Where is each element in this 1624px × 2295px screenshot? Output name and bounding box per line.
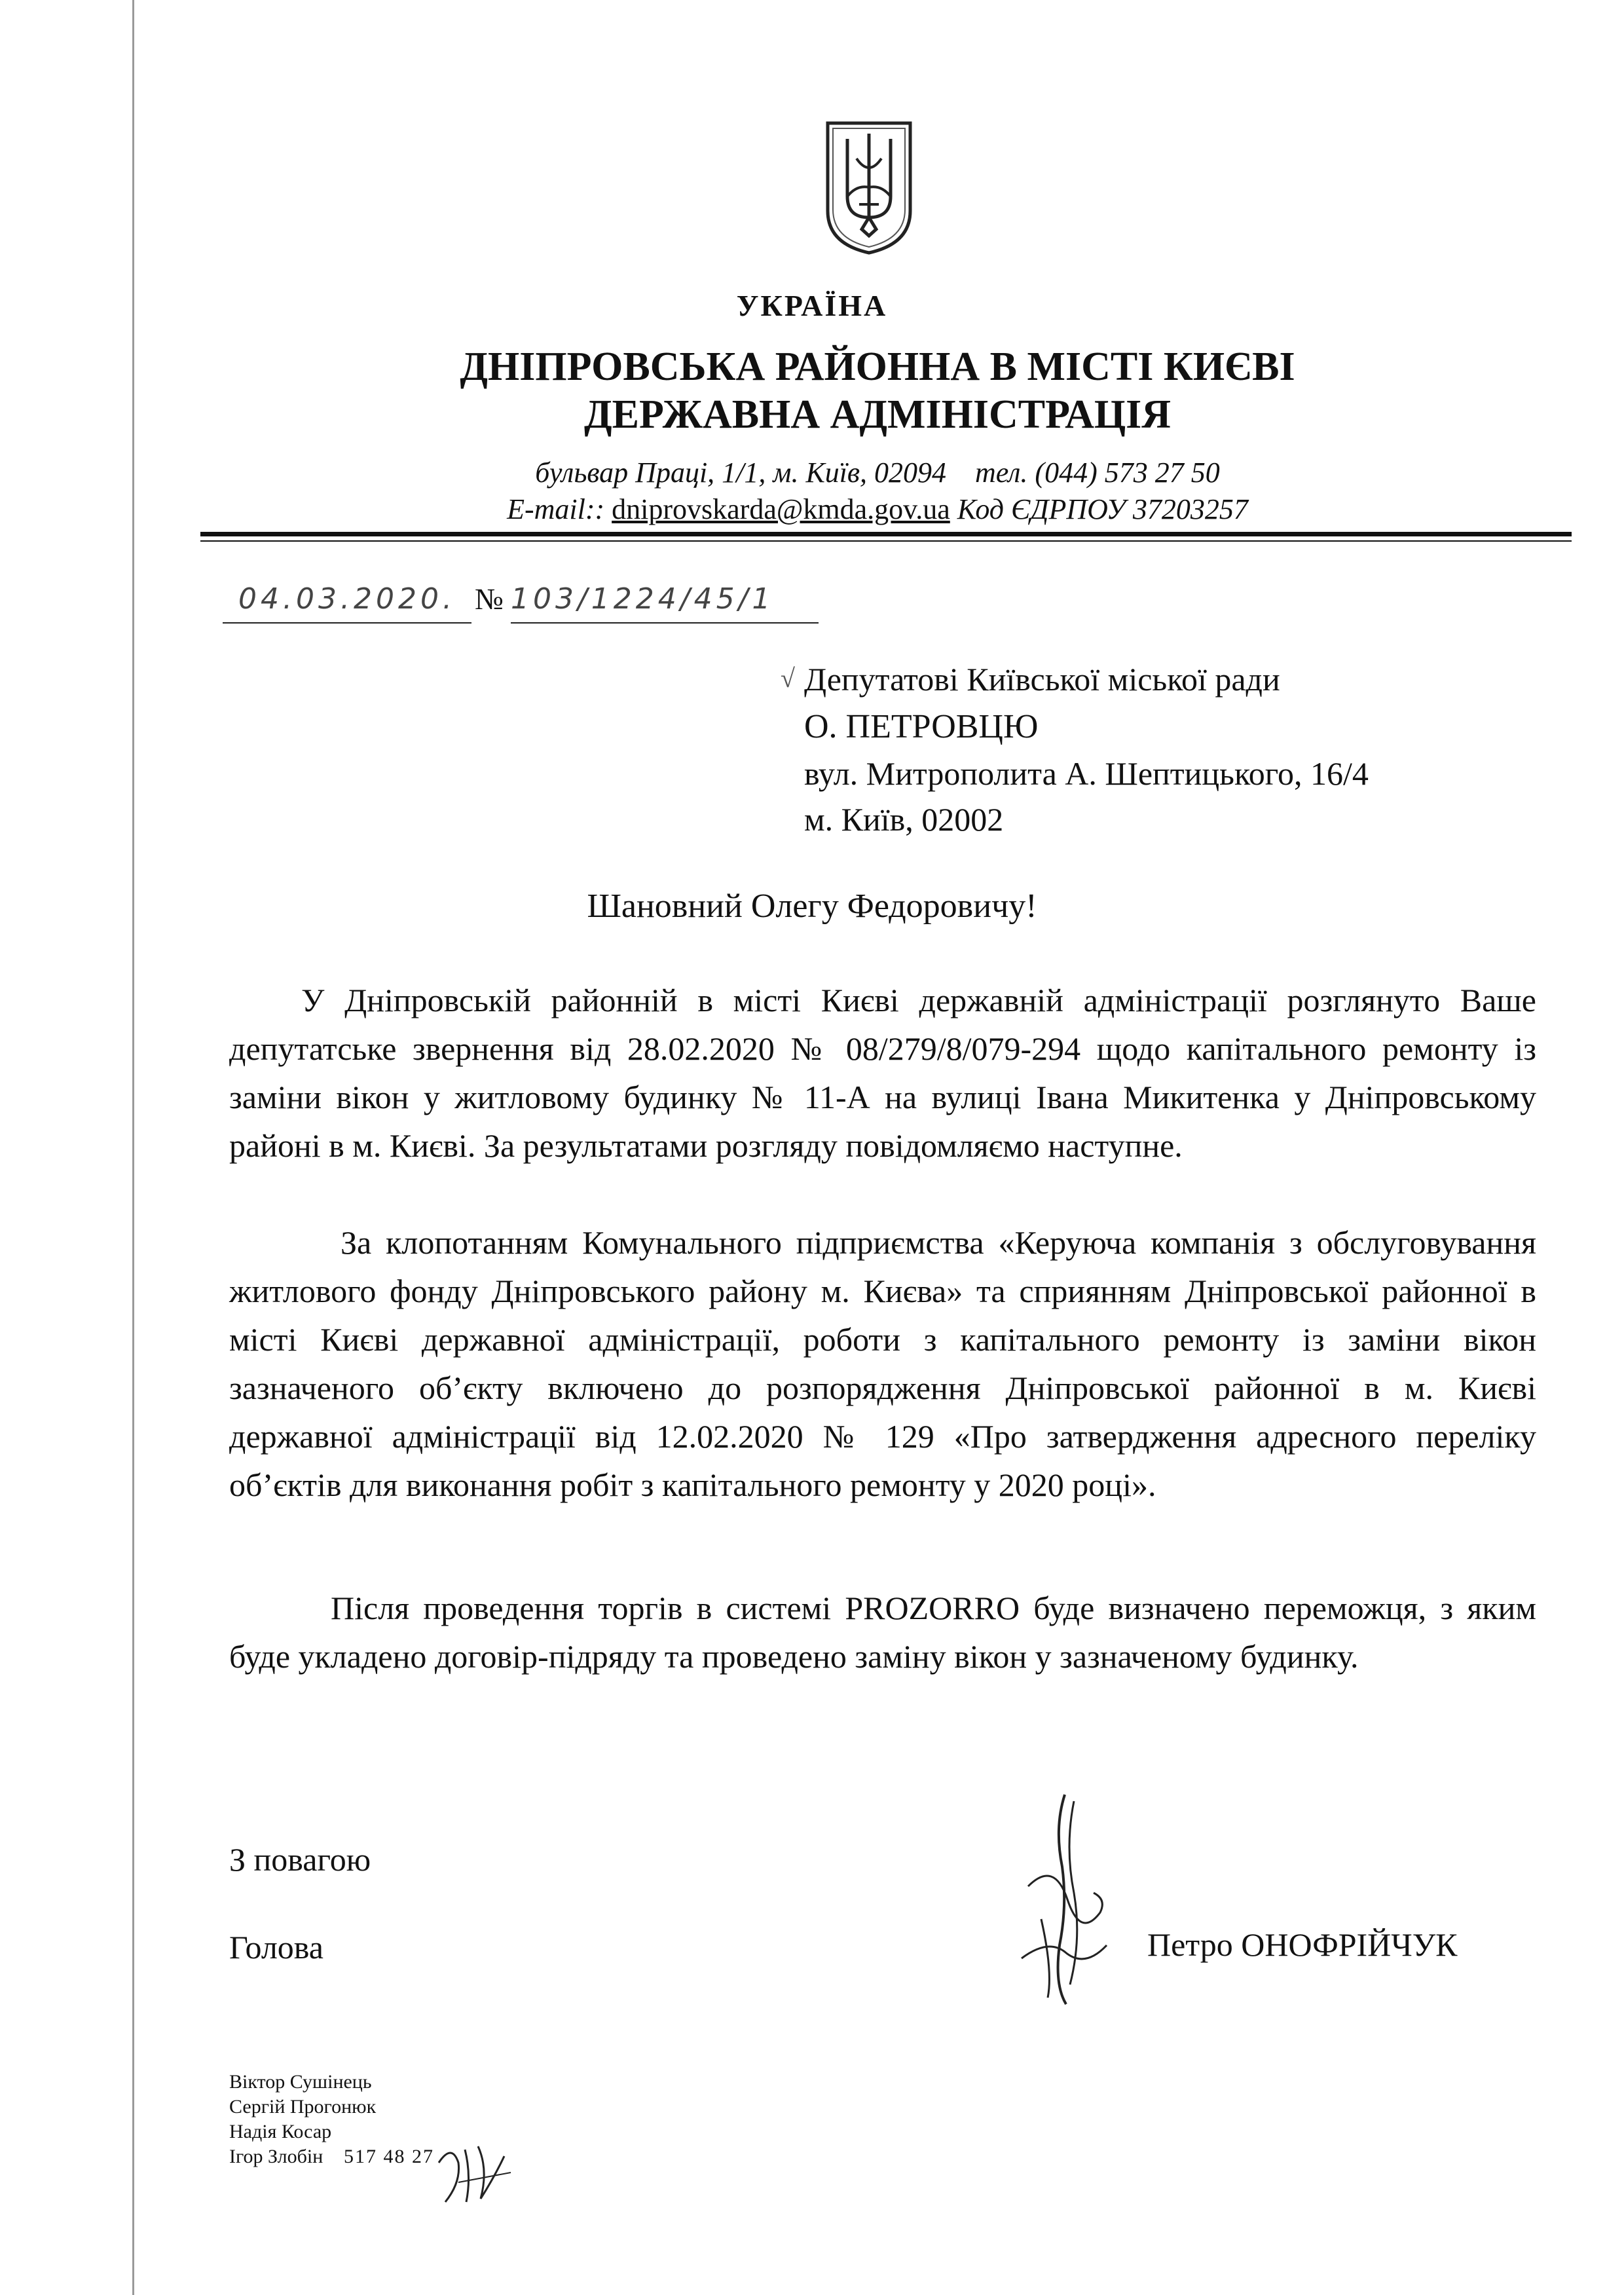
addressee-street: вул. Митрополита А. Шептицького, 16/4 <box>804 755 1369 792</box>
email-label: E-mail:: <box>507 493 605 525</box>
organization-name-line1: ДНІПРОВСЬКА РАЙОННА В МІСТІ КИЄВІ <box>460 345 1295 389</box>
executor-name-1: Віктор Сушінець <box>229 2071 372 2093</box>
organization-contacts-line <box>65 493 1624 526</box>
organization-name-line2: ДЕРЖАВНА АДМІНІСТРАЦІЯ <box>583 392 1172 437</box>
organization-phone: тел. (044) 573 27 50 <box>975 457 1220 489</box>
outgoing-number-handwritten: 103/1224/45/1 <box>511 576 819 624</box>
signature-image <box>1002 1788 1120 2011</box>
outgoing-date-handwritten: 04.03.2020. <box>223 576 471 624</box>
salutation: Шановний Олегу Федоровичу! <box>587 887 1037 925</box>
closing-regards: З повагою <box>229 1841 371 1878</box>
email-link[interactable]: dniprovskarda@kmda.gov.ua <box>612 493 950 525</box>
addressee-city: м. Київ, 02002 <box>804 801 1004 838</box>
header-divider-thick <box>200 532 1572 536</box>
country-heading: УКРАЇНА <box>736 289 888 322</box>
initials-signature-image <box>432 2136 517 2209</box>
signer-position: Голова <box>229 1929 323 1966</box>
executor-phone: 517 48 27 <box>344 2146 434 2167</box>
body-paragraph-3: Після проведення торгів в системі PROZORRO буде визначено переможця, з яким буде укладено договір-підряду та проведено заміну вікон у зазначеному будинку. <box>229 1590 1536 1675</box>
addressee-name: О. ПЕТРОВЦЮ <box>804 708 1039 745</box>
edrpou-code: Код ЄДРПОУ 37203257 <box>957 493 1248 525</box>
coat-of-arms-icon <box>824 119 914 257</box>
executor-name-3: Надія Косар <box>229 2121 332 2142</box>
body-paragraph-2: За клопотанням Комунального підприємства «Керуюча компанія з обслуговування житлового фонду Дніпровського району м. Києва» та сприянням Дніпровської районної в місті Києві державної адміністрації, роботи з капітального ремонту із заміни вікон зазначеного об’єкту включено до розпорядження Дніпровської районної в м. Києві державної адміністрації від 12.02.2020 № 129 «Про затвердження адресного переліку об’єктів для виконання робіт з капітального ремонту у 2020 році». <box>229 1224 1536 1503</box>
tick-mark: √ <box>781 663 795 693</box>
executor-name-2: Сергій Прогонюк <box>229 2096 377 2118</box>
organization-address-line <box>65 456 1624 489</box>
signer-name: Петро ОНОФРІЙЧУК <box>1147 1926 1458 1963</box>
organization-address: бульвар Праці, 1/1, м. Київ, 02094 <box>535 457 947 489</box>
number-label: № <box>475 582 504 616</box>
header-divider-thin <box>200 540 1572 542</box>
executor-name-4: Ігор Злобін <box>229 2146 323 2167</box>
body-paragraph-1: У Дніпровській районній в місті Києві державній адміністрації розглянуто Ваше депутатське звернення від 28.02.2020 № 08/279/8/079-294 щодо капітального ремонту із заміни вікон у житловому будинку № 11-А на вулиці Івана Микитенка у Дніпровському районі в м. Києві. За результатами розгляду повідомляємо наступне. <box>229 982 1536 1164</box>
addressee-title: Депутатові Київської міської ради <box>804 661 1280 698</box>
